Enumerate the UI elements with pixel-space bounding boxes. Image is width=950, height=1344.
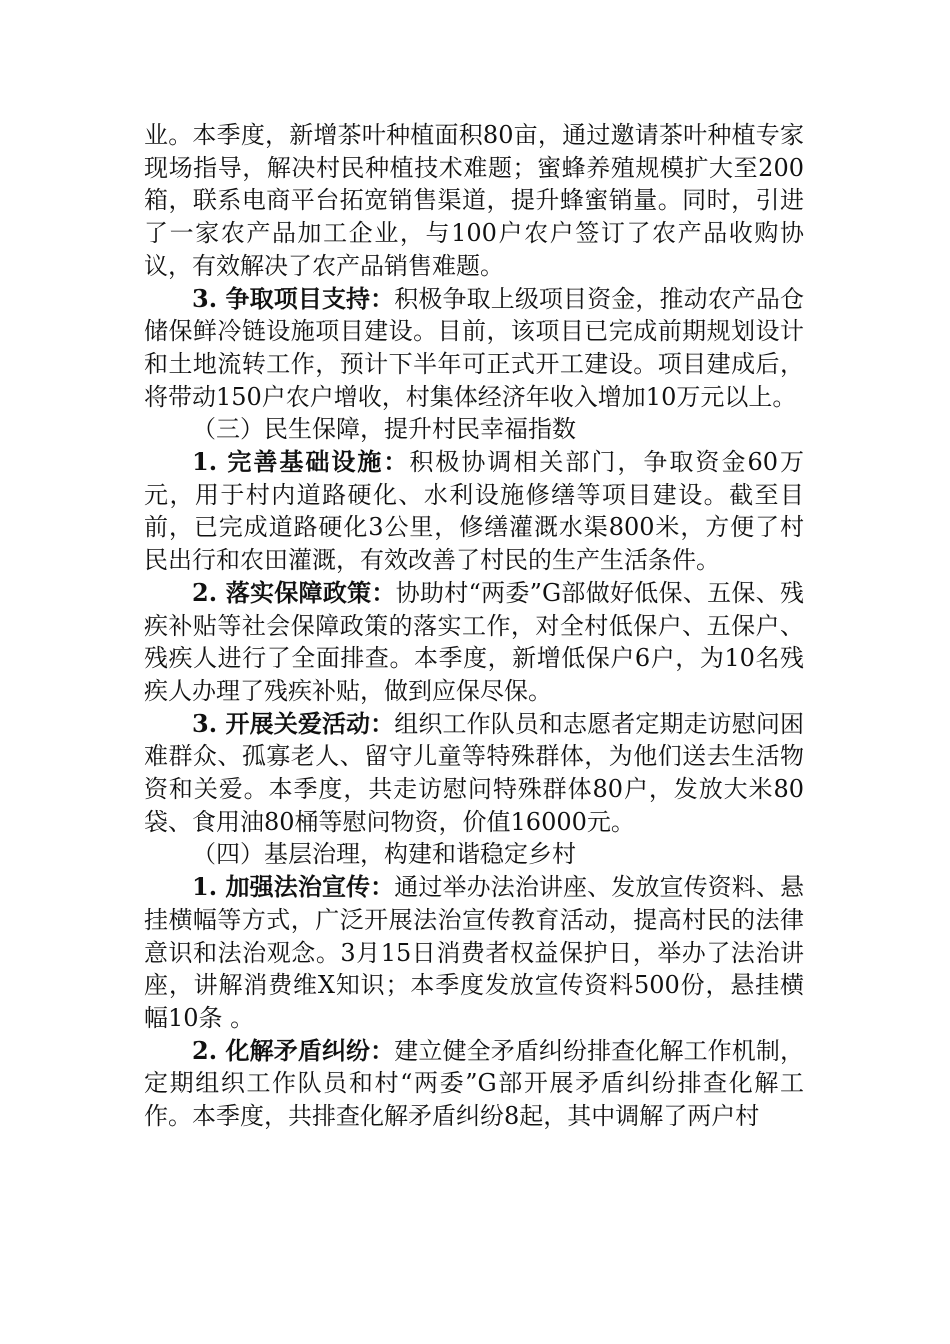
paragraph-lead: 3. 争取项目支持：: [192, 283, 395, 313]
paragraph-care-activities: [144, 708, 804, 839]
paragraph-text: 业。本季度，新增茶叶种植面积80亩，通过邀请茶叶种植专家现场指导，解决村民种植技术难题；蜜蜂养殖规模扩大至200箱，联系电商平台拓宽销售渠道，提升蜂蜜销量。同时，引进了一家农产品加工企业，与100户农户签订了农产品收购协议，有效解决了农产品销售难题。: [144, 121, 804, 280]
paragraph-text: 组织工作队员和志愿者定期走访慰问困难群众、孤寡老人、留守儿童等特殊群体，为他们送去生活物资和关爱。本季度，共走访慰问特殊群体80户，发放大米80袋、食用油80桶等慰问物资，价值16000元。: [144, 709, 804, 836]
paragraph-project-support: [144, 283, 804, 414]
paragraph-text: 建立健全矛盾纠纷排查化解工作机制，定期组织工作队员和村“两委”G部开展矛盾纠纷排查化解工作。本季度，共排查化解矛盾纠纷8起，其中调解了两户村: [144, 1036, 804, 1131]
section-heading-governance: （四）基层治理，构建和谐稳定乡村: [192, 840, 576, 869]
paragraph-lead: 3. 开展关爱活动：: [192, 708, 395, 738]
paragraph-text: 协助村“两委”G部做好低保、五保、残疾补贴等社会保障政策的落实工作，对全村低保户、五保户、残疾人进行了全面排查。本季度，新增低保户6户，为10名残疾人办理了残疾补贴，做到应保尽保。: [144, 578, 804, 705]
paragraph-legal-publicity: [144, 871, 804, 1035]
document-body: [144, 119, 804, 1133]
paragraph-lead: 2. 化解矛盾纠纷：: [192, 1035, 395, 1065]
paragraph-security-policy: [144, 577, 804, 708]
paragraph-lead: 2. 落实保障政策：: [192, 577, 396, 607]
section-heading-livelihood: （三）民生保障，提升村民幸福指数: [192, 415, 576, 444]
paragraph-text: 积极争取上级项目资金，推动农产品仓储保鲜冷链设施项目建设。目前，该项目已完成前期规划设计和土地流转工作，预计下半年可正式开工建设。项目建成后，将带动150户农户增收，村集体经济年收入增加10万元以上。: [144, 284, 804, 411]
paragraph-text: 积极协调相关部门，争取资金60万元，用于村内道路硬化、水利设施修缮等项目建设。截至目前，已完成道路硬化3公里，修缮灌溉水渠800米，方便了村民出行和农田灌溉，有效改善了村民的生产生活条件。: [144, 448, 804, 575]
paragraph-lead: 1. 完善基础设施：: [192, 447, 410, 477]
paragraph-infrastructure: [144, 446, 804, 577]
paragraph-text: 通过举办法治讲座、发放宣传资料、悬挂横幅等方式，广泛开展法治宣传教育活动，提高村民的法律意识和法治观念。3月15日消费者权益保护日，举办了法治讲座，讲解消费维X知识；本季度发放宣传资料500份，悬挂横幅10条 。: [144, 873, 804, 1032]
paragraph-industry-continued: [144, 119, 804, 283]
paragraph-dispute-resolution: [144, 1035, 804, 1133]
paragraph-lead: 1. 加强法治宣传：: [192, 872, 395, 902]
